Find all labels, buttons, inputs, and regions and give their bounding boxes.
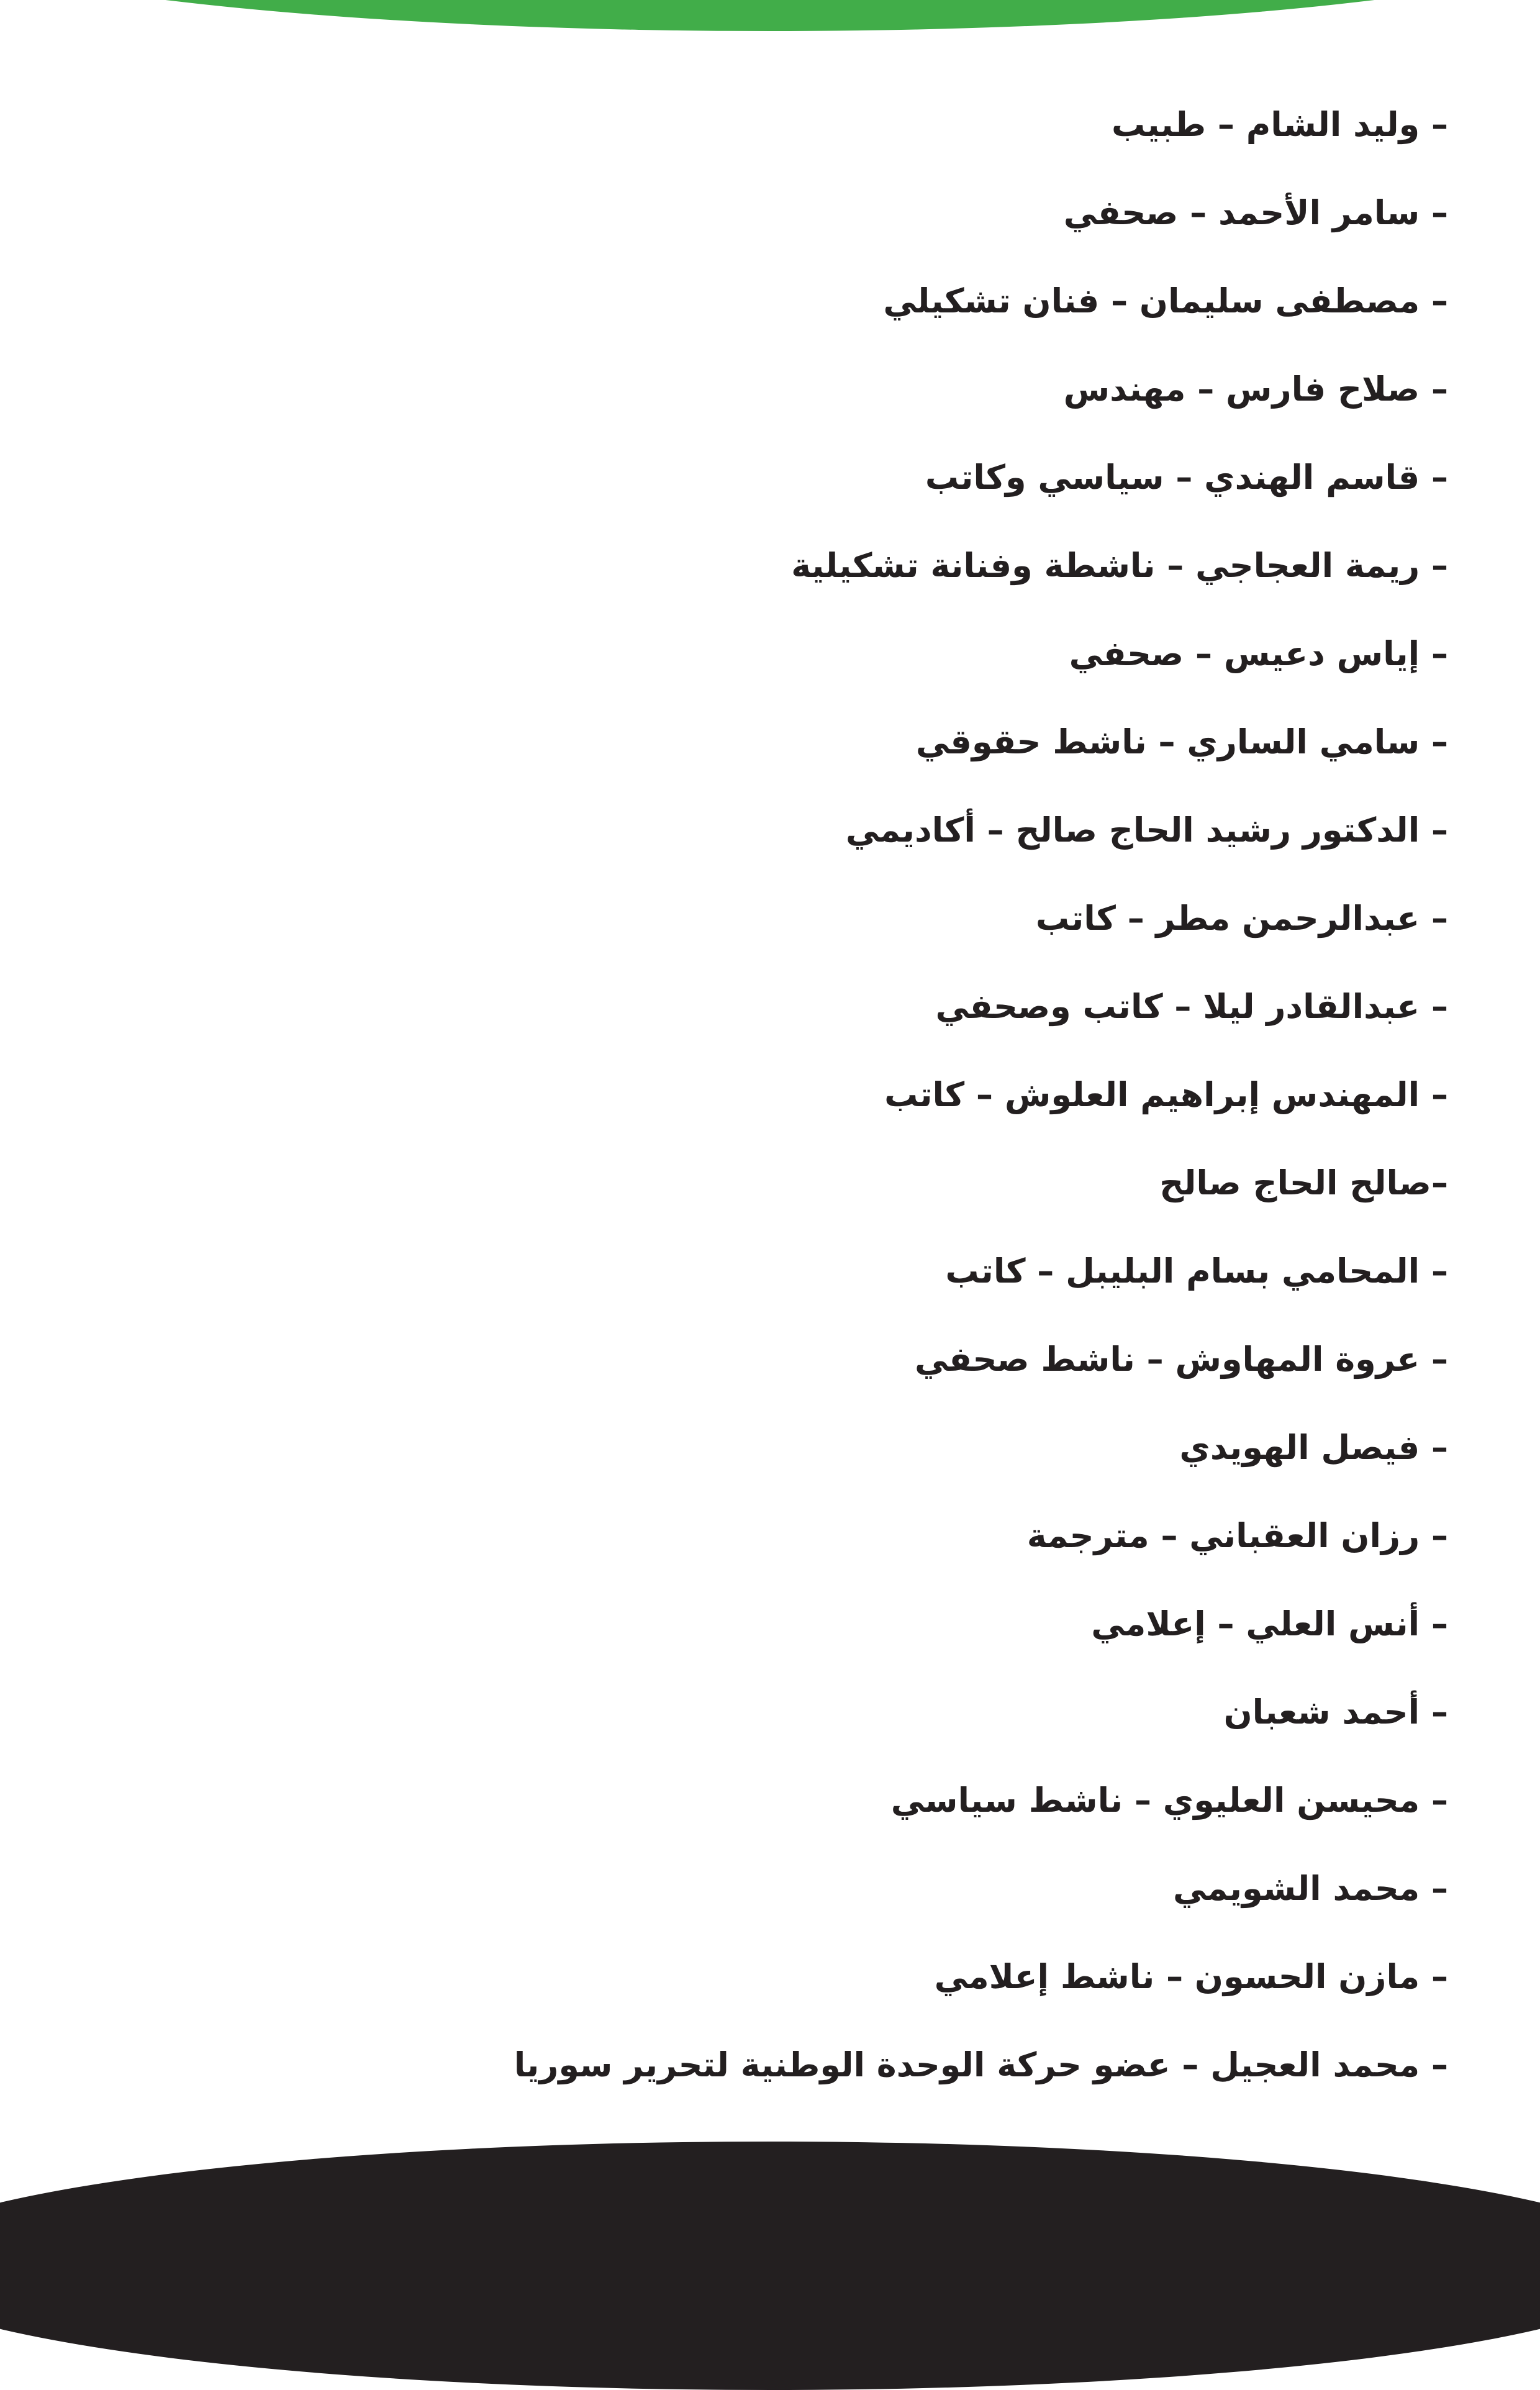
signatories-list: [144, 81, 1448, 2109]
list-item: – قاسم الهندي – سياسي وكاتب: [925, 458, 1448, 497]
list-item: – وليد الشام – طبيب: [1112, 105, 1448, 144]
list-item: – مصطفى سليمان – فنان تشكيلي: [883, 281, 1448, 320]
list-item: – أحمد شعبان: [1223, 1693, 1448, 1732]
list-item: – المحامي بسام البليبل – كاتب: [945, 1252, 1448, 1291]
bottom-decorative-band: [0, 2142, 1540, 2390]
list-item: – سامر الأحمد – صحفي: [1063, 193, 1448, 232]
list-item: – أنس العلي – إعلامي: [1091, 1604, 1448, 1643]
top-decorative-band: [0, 0, 1540, 31]
list-item: – محمد الشويمي: [1172, 1869, 1448, 1908]
list-item: – محيسن العليوي – ناشط سياسي: [890, 1781, 1448, 1820]
list-item: – الدكتور رشيد الحاج صالح – أكاديمي: [845, 811, 1448, 850]
list-item: – فيصل الهويدي: [1179, 1428, 1448, 1467]
list-item: –صالح الحاج صالح: [1159, 1163, 1448, 1202]
list-item: – المهندس إبراهيم العلوش – كاتب: [884, 1075, 1448, 1114]
list-item: – رزان العقباني – مترجمة: [1026, 1516, 1448, 1555]
list-item: – صلاح فارس – مهندس: [1063, 370, 1448, 409]
list-item: – عروة المهاوش – ناشط صحفي: [915, 1340, 1448, 1379]
list-item: – عبدالرحمن مطر – كاتب: [1035, 899, 1448, 938]
list-item: – محمد العجيل – عضو حركة الوحدة الوطنية لتحرير سوريا: [514, 2045, 1448, 2084]
list-item: – ريمة العجاجي – ناشطة وفنانة تشكيلية: [791, 546, 1448, 585]
list-item: – مازن الحسون – ناشط إعلامي: [934, 1957, 1448, 1996]
list-item: – سامي الساري – ناشط حقوقي: [915, 722, 1448, 761]
list-item: – إياس دعيس – صحفي: [1069, 634, 1448, 673]
list-item: – عبدالقادر ليلا – كاتب وصحفي: [935, 987, 1448, 1026]
